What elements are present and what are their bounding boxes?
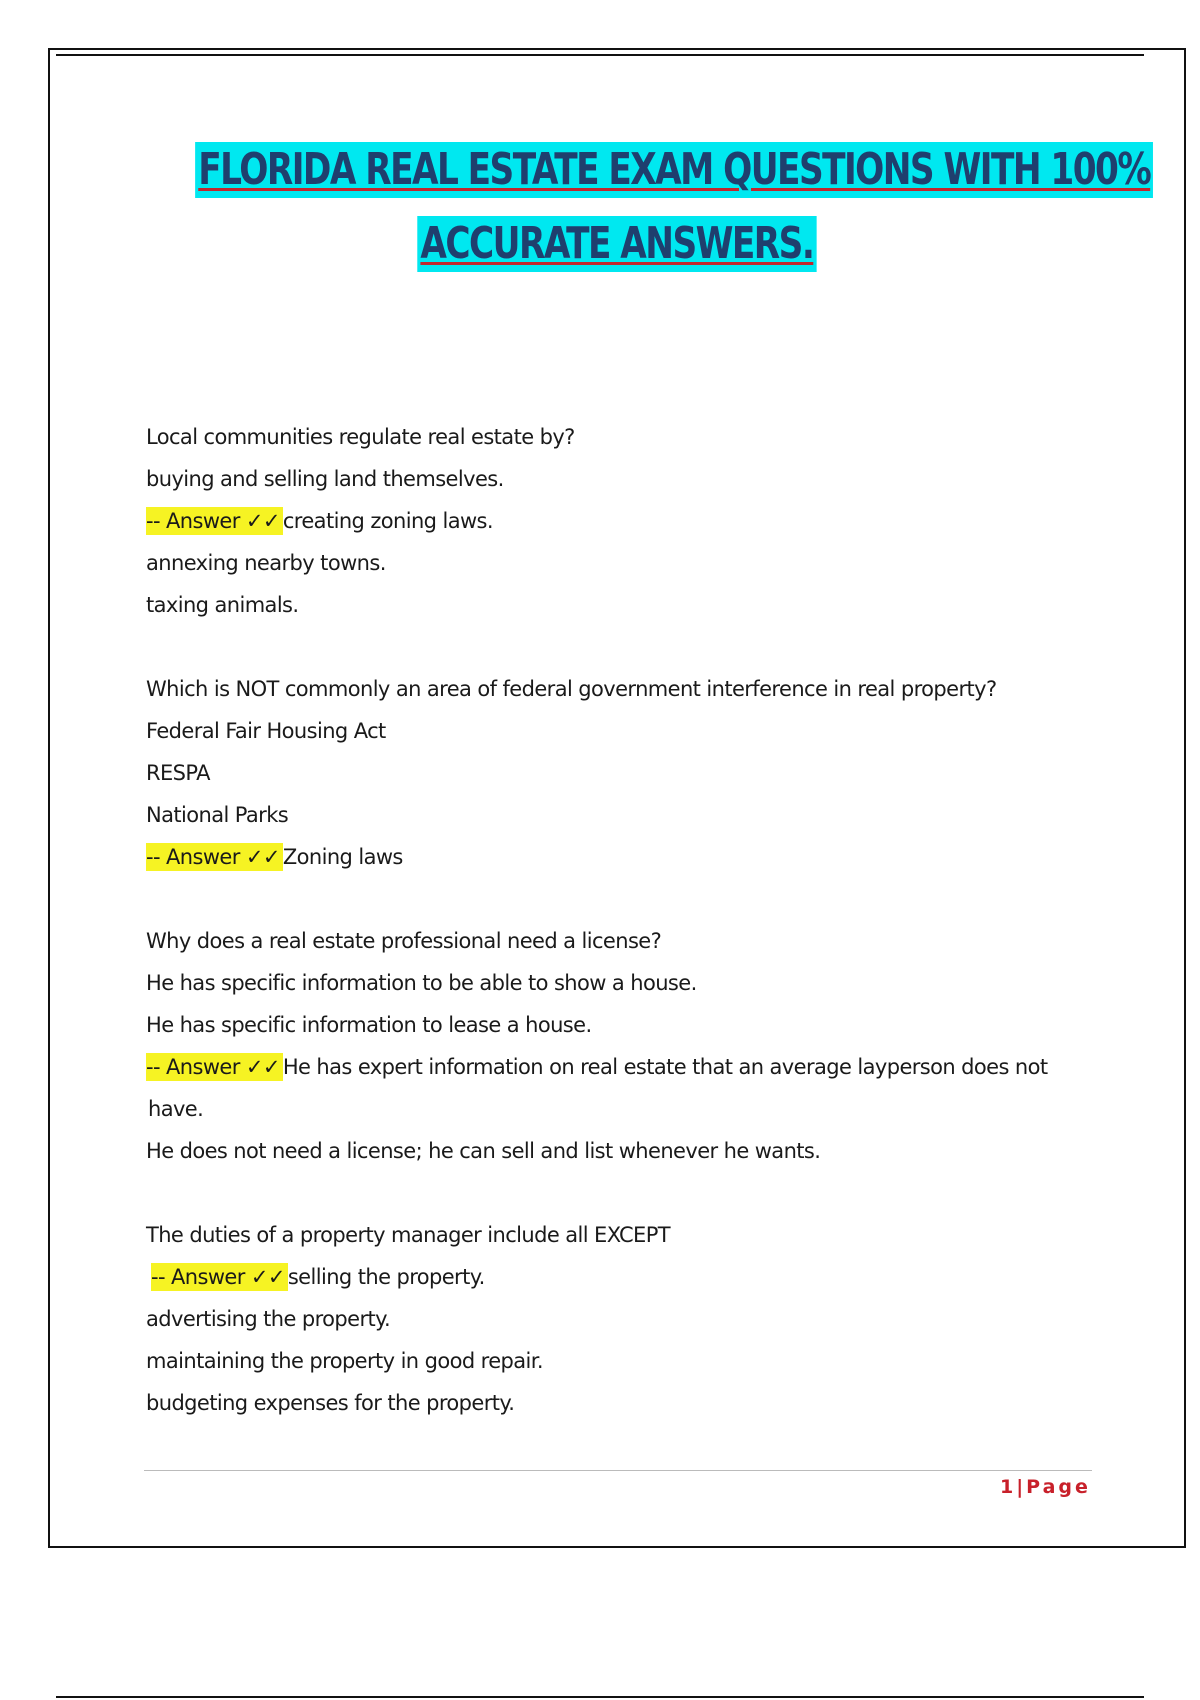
question-block-4 (146, 1214, 1106, 1424)
answer-marker: -- Answer ✓✓ (146, 1053, 283, 1081)
option-text: annexing nearby towns. (146, 551, 386, 575)
page-number: 1|Page (1000, 1476, 1091, 1498)
question-block-1 (146, 416, 1106, 626)
option-text: advertising the property. (146, 1307, 391, 1331)
correct-option (146, 500, 1106, 542)
option-text: Federal Fair Housing Act (146, 719, 386, 743)
question-list (146, 416, 1106, 1466)
answer-marker: -- Answer ✓✓ (146, 843, 283, 871)
option-text: maintaining the property in good repair. (146, 1349, 543, 1373)
document-title (60, 142, 1174, 272)
option-text: budgeting expenses for the property. (146, 1391, 515, 1415)
option-text: taxing animals. (146, 593, 299, 617)
option-text: buying and selling land themselves. (146, 467, 504, 491)
correct-option (146, 836, 1106, 878)
answer-marker: -- Answer ✓✓ (146, 507, 283, 535)
question-text: Which is NOT commonly an area of federal government interference in real property? (146, 677, 997, 701)
correct-option (146, 1046, 1106, 1088)
answer-marker: -- Answer ✓✓ (151, 1263, 288, 1291)
answer-text: He has expert information on real estate that an average layperson does not (282, 1055, 1048, 1079)
correct-option (146, 1256, 1106, 1298)
answer-text: creating zoning laws. (282, 509, 493, 533)
option-text: He has specific information to lease a house. (146, 1013, 592, 1037)
footer-rule (144, 1470, 1092, 1471)
option-text: National Parks (146, 803, 289, 827)
title-line-1: FLORIDA REAL ESTATE EXAM QUESTIONS WITH 100% (195, 142, 1153, 198)
question-block-2 (146, 668, 1106, 878)
option-text: He does not need a license; he can sell and list whenever he wants. (146, 1139, 821, 1163)
answer-text: selling the property. (287, 1265, 485, 1289)
title-line-2: ACCURATE ANSWERS. (417, 216, 816, 272)
question-text: Why does a real estate professional need a license? (146, 929, 662, 953)
next-page-rule (56, 1696, 1144, 1698)
answer-continuation: have. (148, 1097, 204, 1121)
question-text: Local communities regulate real estate by? (146, 425, 575, 449)
option-text: He has specific information to be able to show a house. (146, 971, 697, 995)
answer-text: Zoning laws (282, 845, 403, 869)
option-text: RESPA (146, 761, 210, 785)
question-block-3 (146, 920, 1106, 1172)
question-text: The duties of a property manager include all EXCEPT (146, 1223, 670, 1247)
